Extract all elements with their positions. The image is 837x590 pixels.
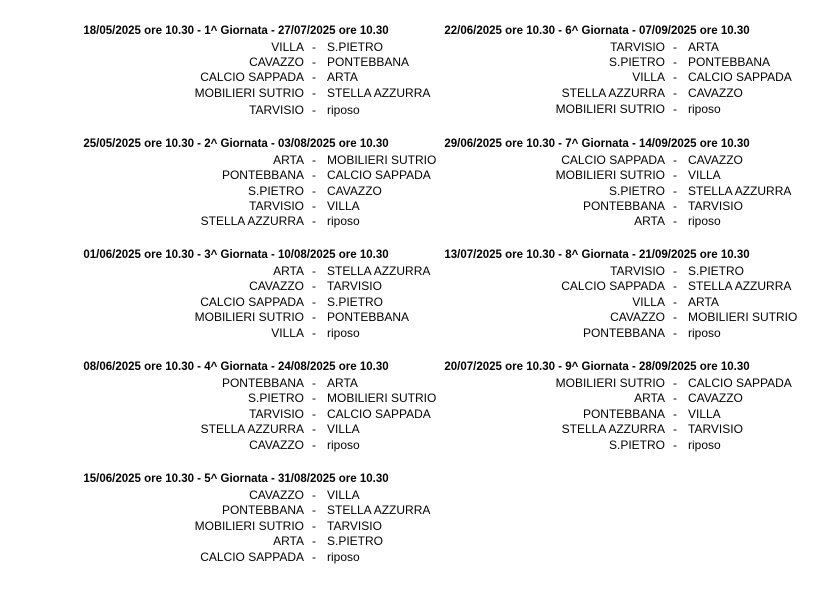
- home-team: CALCIO SAPPADA: [200, 550, 304, 564]
- home-team: CAVAZZO: [610, 310, 665, 324]
- match-row: [432, 295, 762, 310]
- away-team: STELLA AZZURRA: [327, 503, 431, 517]
- match-row: [71, 519, 401, 534]
- match-row: [71, 279, 401, 294]
- match-separator: -: [312, 168, 316, 182]
- match-separator: -: [673, 214, 677, 228]
- match-separator: -: [312, 438, 316, 452]
- home-team: ARTA: [634, 391, 665, 405]
- round-header: 22/06/2025 ore 10.30 - 6^ Giornata - 07/09/2025 ore 10.30: [444, 25, 750, 37]
- away-team: PONTEBBANA: [688, 55, 771, 69]
- home-team: CALCIO SAPPADA: [200, 70, 304, 84]
- away-team: TARVISIO: [688, 422, 743, 436]
- home-team: PONTEBBANA: [582, 326, 665, 340]
- away-team: ARTA: [688, 295, 719, 309]
- match-separator: -: [312, 376, 316, 390]
- match-separator: -: [673, 438, 677, 452]
- home-team: VILLA: [271, 326, 304, 340]
- away-team: CALCIO SAPPADA: [327, 407, 431, 421]
- away-team: S.PIETRO: [327, 534, 384, 548]
- away-team: VILLA: [327, 422, 360, 436]
- away-team: CALCIO SAPPADA: [688, 376, 792, 390]
- home-team: TARVISIO: [249, 407, 304, 421]
- match-separator: -: [312, 55, 316, 69]
- away-team: riposo: [327, 550, 360, 564]
- away-team: TARVISIO: [688, 199, 743, 213]
- away-team: riposo: [688, 438, 721, 452]
- away-team: MOBILIERI SUTRIO: [688, 310, 798, 324]
- match-separator: -: [673, 376, 677, 390]
- away-team: STELLA AZZURRA: [327, 264, 431, 278]
- match-separator: -: [312, 391, 316, 405]
- match-separator: -: [673, 70, 677, 84]
- home-team: ARTA: [273, 534, 304, 548]
- away-team: riposo: [327, 214, 360, 228]
- away-team: STELLA AZZURRA: [688, 184, 792, 198]
- match-row: [432, 214, 762, 229]
- match-separator: -: [673, 295, 677, 309]
- match-row: [432, 326, 762, 341]
- match-separator: -: [673, 40, 677, 54]
- match-row: [71, 70, 401, 85]
- away-team: VILLA: [327, 199, 360, 213]
- away-team: CAVAZZO: [688, 153, 743, 167]
- match-row: [432, 153, 762, 168]
- match-separator: -: [312, 534, 316, 548]
- match-row: [432, 391, 762, 406]
- round-header: 20/07/2025 ore 10.30 - 9^ Giornata - 28/09/2025 ore 10.30: [444, 361, 750, 373]
- home-team: STELLA AZZURRA: [561, 422, 665, 436]
- home-team: S.PIETRO: [247, 391, 304, 405]
- home-team: MOBILIERI SUTRIO: [555, 376, 665, 390]
- match-separator: -: [312, 488, 316, 502]
- home-team: ARTA: [273, 153, 304, 167]
- home-team: S.PIETRO: [608, 55, 665, 69]
- home-team: CALCIO SAPPADA: [200, 295, 304, 309]
- match-separator: -: [673, 184, 677, 198]
- home-team: MOBILIERI SUTRIO: [194, 86, 304, 100]
- match-row: [71, 184, 401, 199]
- match-row: [71, 86, 431, 101]
- match-separator: -: [312, 326, 316, 340]
- home-team: CALCIO SAPPADA: [561, 153, 665, 167]
- match-row: [71, 503, 431, 518]
- match-separator: -: [673, 55, 677, 69]
- match-row: [71, 40, 401, 55]
- match-separator: -: [673, 422, 677, 436]
- match-row: [432, 407, 762, 422]
- match-row: [71, 550, 401, 565]
- home-team: CAVAZZO: [249, 279, 304, 293]
- match-row: [71, 199, 401, 214]
- away-team: riposo: [327, 438, 360, 452]
- away-team: S.PIETRO: [327, 295, 384, 309]
- match-separator: -: [673, 310, 677, 324]
- match-separator: -: [312, 199, 316, 213]
- away-team: riposo: [327, 326, 360, 340]
- match-separator: -: [312, 279, 316, 293]
- home-team: S.PIETRO: [608, 184, 665, 198]
- away-team: CAVAZZO: [327, 184, 382, 198]
- away-team: VILLA: [688, 407, 721, 421]
- match-separator: -: [312, 503, 316, 517]
- match-row: [71, 438, 401, 453]
- match-row: [71, 103, 401, 118]
- away-team: riposo: [688, 326, 721, 340]
- match-row: [432, 264, 762, 279]
- home-team: ARTA: [273, 264, 304, 278]
- match-separator: -: [673, 279, 677, 293]
- match-row: [71, 376, 401, 391]
- home-team: CALCIO SAPPADA: [561, 279, 665, 293]
- match-separator: -: [673, 168, 677, 182]
- home-team: STELLA AZZURRA: [200, 214, 304, 228]
- away-team: VILLA: [327, 488, 360, 502]
- home-team: VILLA: [632, 70, 665, 84]
- match-row: [432, 199, 762, 214]
- match-row: [432, 55, 771, 70]
- match-separator: -: [312, 86, 316, 100]
- match-row: [432, 279, 792, 294]
- away-team: S.PIETRO: [327, 40, 384, 54]
- home-team: TARVISIO: [610, 264, 665, 278]
- match-row: [432, 376, 792, 391]
- round-header: 18/05/2025 ore 10.30 - 1^ Giornata - 27/07/2025 ore 10.30: [83, 25, 389, 37]
- away-team: STELLA AZZURRA: [327, 86, 431, 100]
- match-row: [71, 488, 401, 503]
- home-team: MOBILIERI SUTRIO: [194, 519, 304, 533]
- home-team: VILLA: [632, 295, 665, 309]
- match-row: [71, 407, 431, 422]
- away-team: MOBILIERI SUTRIO: [327, 153, 437, 167]
- match-row: [71, 326, 401, 341]
- home-team: CAVAZZO: [249, 55, 304, 69]
- match-row: [71, 264, 431, 279]
- match-separator: -: [312, 310, 316, 324]
- round-header: 08/06/2025 ore 10.30 - 4^ Giornata - 24/08/2025 ore 10.30: [83, 361, 389, 373]
- match-separator: -: [312, 40, 316, 54]
- match-row: [71, 214, 401, 229]
- away-team: TARVISIO: [327, 279, 382, 293]
- away-team: ARTA: [327, 376, 358, 390]
- match-separator: -: [312, 295, 316, 309]
- away-team: PONTEBBANA: [327, 310, 410, 324]
- match-separator: -: [673, 153, 677, 167]
- home-team: PONTEBBANA: [582, 407, 665, 421]
- home-team: MOBILIERI SUTRIO: [194, 310, 304, 324]
- away-team: CALCIO SAPPADA: [688, 70, 792, 84]
- home-team: TARVISIO: [249, 103, 304, 117]
- home-team: CAVAZZO: [249, 488, 304, 502]
- match-row: [432, 40, 762, 55]
- home-team: PONTEBBANA: [582, 199, 665, 213]
- home-team: TARVISIO: [249, 199, 304, 213]
- match-row: [432, 422, 762, 437]
- home-team: PONTEBBANA: [221, 503, 304, 517]
- match-row: [71, 153, 437, 168]
- match-row: [71, 295, 401, 310]
- home-team: VILLA: [271, 40, 304, 54]
- match-separator: -: [312, 407, 316, 421]
- away-team: riposo: [327, 103, 360, 117]
- home-team: CAVAZZO: [249, 438, 304, 452]
- away-team: ARTA: [327, 70, 358, 84]
- match-separator: -: [673, 86, 677, 100]
- home-team: PONTEBBANA: [221, 168, 304, 182]
- home-team: TARVISIO: [610, 40, 665, 54]
- away-team: CALCIO SAPPADA: [327, 168, 431, 182]
- away-team: PONTEBBANA: [327, 55, 410, 69]
- match-separator: -: [673, 407, 677, 421]
- match-separator: -: [312, 153, 316, 167]
- away-team: riposo: [688, 214, 721, 228]
- home-team: S.PIETRO: [608, 438, 665, 452]
- away-team: STELLA AZZURRA: [688, 279, 792, 293]
- away-team: VILLA: [688, 168, 721, 182]
- home-team: STELLA AZZURRA: [561, 86, 665, 100]
- round-header: 01/06/2025 ore 10.30 - 3^ Giornata - 10/08/2025 ore 10.30: [83, 249, 389, 261]
- home-team: MOBILIERI SUTRIO: [555, 102, 665, 116]
- match-separator: -: [312, 214, 316, 228]
- away-team: TARVISIO: [327, 519, 382, 533]
- match-row: [432, 86, 762, 101]
- match-row: [432, 184, 792, 199]
- away-team: ARTA: [688, 40, 719, 54]
- match-separator: -: [673, 391, 677, 405]
- match-row: [71, 391, 437, 406]
- match-row: [432, 438, 762, 453]
- match-separator: -: [673, 264, 677, 278]
- home-team: S.PIETRO: [247, 184, 304, 198]
- away-team: CAVAZZO: [688, 86, 743, 100]
- round-header: 25/05/2025 ore 10.30 - 2^ Giornata - 03/08/2025 ore 10.30: [83, 138, 389, 150]
- away-team: S.PIETRO: [688, 264, 745, 278]
- round-header: 29/06/2025 ore 10.30 - 7^ Giornata - 14/09/2025 ore 10.30: [444, 138, 750, 150]
- away-team: CAVAZZO: [688, 391, 743, 405]
- match-row: [432, 310, 798, 325]
- match-row: [432, 102, 762, 117]
- round-header: 13/07/2025 ore 10.30 - 8^ Giornata - 21/09/2025 ore 10.30: [444, 249, 750, 261]
- match-row: [71, 55, 410, 70]
- home-team: STELLA AZZURRA: [200, 422, 304, 436]
- match-separator: -: [312, 422, 316, 436]
- match-row: [71, 168, 431, 183]
- match-row: [71, 534, 401, 549]
- match-separator: -: [312, 519, 316, 533]
- match-row: [432, 70, 792, 85]
- match-separator: -: [673, 199, 677, 213]
- match-row: [71, 422, 401, 437]
- match-separator: -: [673, 102, 677, 116]
- away-team: riposo: [688, 102, 721, 116]
- away-team: MOBILIERI SUTRIO: [327, 391, 437, 405]
- match-separator: -: [312, 70, 316, 84]
- home-team: ARTA: [634, 214, 665, 228]
- home-team: MOBILIERI SUTRIO: [555, 168, 665, 182]
- match-separator: -: [673, 326, 677, 340]
- match-row: [432, 168, 762, 183]
- match-separator: -: [312, 264, 316, 278]
- match-row: [71, 310, 410, 325]
- match-separator: -: [312, 550, 316, 564]
- match-separator: -: [312, 103, 316, 117]
- round-header: 15/06/2025 ore 10.30 - 5^ Giornata - 31/08/2025 ore 10.30: [83, 473, 389, 485]
- home-team: PONTEBBANA: [221, 376, 304, 390]
- match-separator: -: [312, 184, 316, 198]
